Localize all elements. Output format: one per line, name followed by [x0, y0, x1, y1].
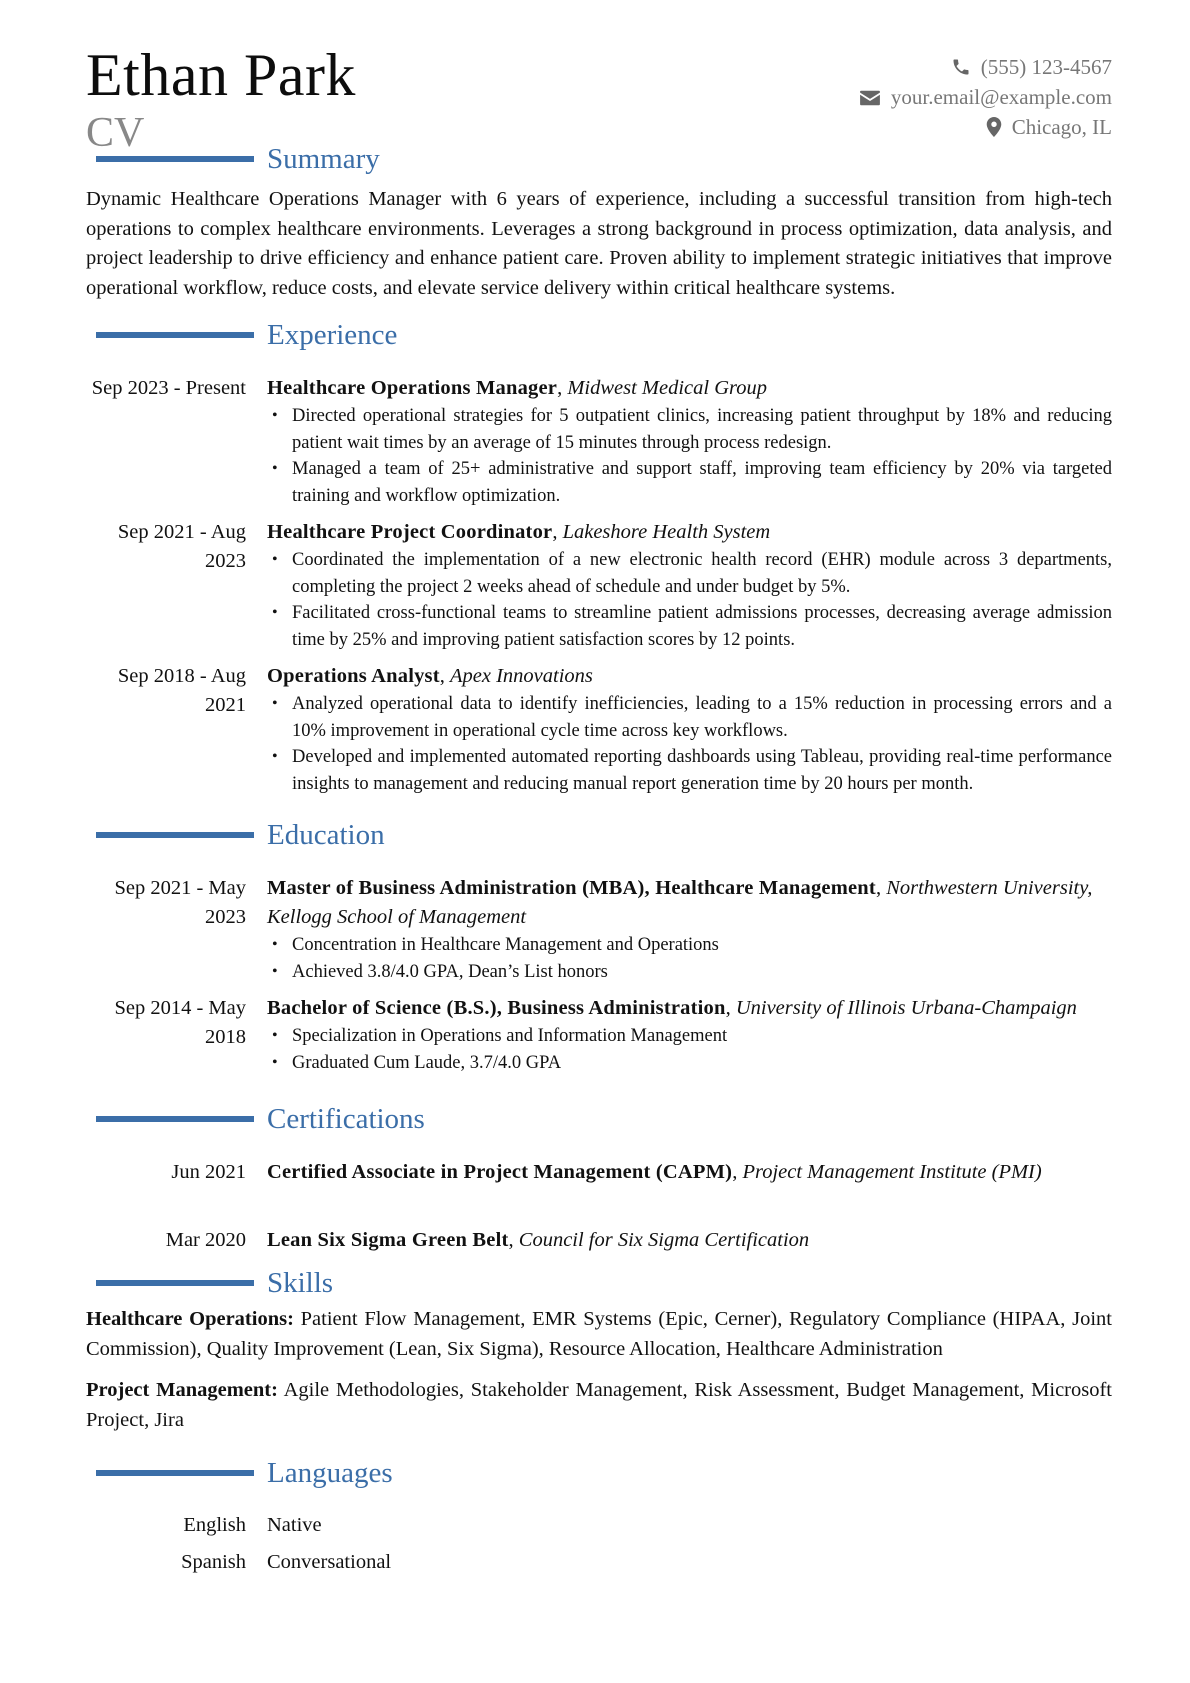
bullet-item: • Coordinated the implementation of a new electronic health record (EHR) module across 3 departments, completing the project 2 weeks ahead of schedule and under budget by 5%. — [267, 547, 1112, 600]
entry-body — [267, 518, 1112, 653]
section-experience-heading — [96, 316, 397, 354]
skill-list: Agile Methodologies, Stakeholder Management, Risk Assessment, Budget Management, Microsoft Project, Jira — [86, 1379, 1112, 1431]
entry-heading: Lean Six Sigma Green Belt, Council for Six Sigma Certification — [267, 1229, 810, 1251]
degree-title: Bachelor of Science (B.S.), Business Administration — [267, 997, 726, 1019]
candidate-name: Ethan Park — [86, 42, 356, 108]
entry-date: Sep 2014 - May 2018 — [114, 997, 246, 1048]
section-rule — [96, 1280, 254, 1286]
skill-category: Healthcare Operations: — [86, 1308, 294, 1330]
language-level: Conversational — [267, 1551, 392, 1573]
entry-body — [267, 374, 1112, 509]
entry-body — [267, 662, 1112, 797]
section-education-heading — [96, 816, 385, 854]
skills-block — [86, 1305, 1112, 1447]
certification-issuer: Project Management Institute (PMI) — [742, 1161, 1042, 1183]
skill-list: Patient Flow Management, EMR Systems (Epic, Cerner), Regulatory Compliance (HIPAA, Joint Commission), Quality Improvement (Lean, Six Sigma), Resource Allocation, Healthcare Administration — [86, 1308, 1113, 1360]
phone-icon — [951, 57, 971, 77]
certification-name: Lean Six Sigma Green Belt — [267, 1229, 509, 1251]
job-title: Healthcare Project Coordinator — [267, 521, 553, 543]
entry-body — [267, 1158, 1112, 1187]
entry-heading: Operations Analyst, Apex Innovations — [267, 665, 593, 687]
entry-date: Sep 2018 - Aug 2021 — [117, 665, 246, 716]
entry-date: Mar 2020 — [165, 1229, 246, 1251]
certification-issuer: Council for Six Sigma Certification — [518, 1229, 810, 1251]
school-name: Northwestern University, Kellogg School of Management — [267, 877, 1093, 928]
section-languages-heading — [96, 1454, 393, 1492]
job-title: Healthcare Operations Manager — [267, 377, 558, 399]
contact-block — [859, 52, 1112, 142]
bullet-list — [267, 547, 1112, 653]
section-label: Experience — [267, 319, 398, 351]
section-rule — [96, 1116, 254, 1122]
skill-category: Project Management: — [86, 1379, 278, 1401]
section-label: Languages — [267, 1457, 393, 1489]
section-rule — [96, 332, 254, 338]
skill-row — [86, 1376, 1112, 1435]
employer: Lakeshore Health System — [562, 521, 771, 543]
section-label: Skills — [267, 1267, 334, 1299]
bullet-item: • Graduated Cum Laude, 3.7/4.0 GPA — [267, 1050, 1112, 1077]
bullet-list — [267, 1023, 1112, 1076]
section-label: Summary — [267, 143, 380, 175]
bullet-list — [267, 691, 1112, 797]
document-subtitle: CV — [86, 110, 145, 156]
entry-heading: Healthcare Project Coordinator, Lakeshore Health System — [267, 521, 771, 543]
section-rule — [96, 832, 254, 838]
entry-date: Sep 2021 - Aug 2023 — [117, 521, 246, 572]
bullet-item: • Analyzed operational data to identify inefficiencies, leading to a 15% reduction in processing errors and a 10% improvement in operational cycle time across key workflows. — [267, 691, 1112, 744]
job-title: Operations Analyst — [267, 665, 440, 687]
entry-body — [267, 874, 1112, 985]
language-level: Native — [267, 1514, 322, 1536]
location-text: Chicago, IL — [1011, 115, 1112, 139]
bullet-list — [267, 403, 1112, 509]
section-rule — [96, 1470, 254, 1476]
bullet-list — [267, 932, 1112, 985]
entry-date: Sep 2021 - May 2023 — [114, 877, 246, 928]
entry-heading: Bachelor of Science (B.S.), Business Administration, University of Illinois Urbana-Champaign — [267, 997, 1077, 1019]
employer: Apex Innovations — [450, 665, 593, 687]
entry-body — [267, 1226, 1112, 1255]
section-summary-heading — [96, 140, 380, 178]
entry-heading: Certified Associate in Project Management (CAPM), Project Management Institute (PMI) — [267, 1161, 1042, 1183]
email-text: your.email@example.com — [890, 85, 1112, 109]
section-label: Education — [267, 819, 385, 851]
envelope-icon — [859, 89, 881, 107]
section-certifications-heading — [96, 1100, 425, 1138]
section-label: Certifications — [267, 1103, 425, 1135]
entry-body — [267, 994, 1112, 1076]
language-name: English — [183, 1514, 246, 1536]
entry-date: Sep 2023 - Present — [91, 377, 246, 399]
bullet-item: • Developed and implemented automated reporting dashboards using Tableau, providing real-time performance insights to management and reducing manual report generation time by 20 hours per month. — [267, 744, 1112, 797]
bullet-item: • Concentration in Healthcare Management and Operations — [267, 932, 1112, 959]
section-skills-heading — [96, 1264, 333, 1302]
bullet-item: • Achieved 3.8/4.0 GPA, Dean’s List honors — [267, 959, 1112, 986]
section-rule — [96, 156, 254, 162]
summary-text: Dynamic Healthcare Operations Manager with 6 years of experience, including a successful transition from high-tech operations to complex healthcare environments. Leverages a strong background in process optimization, data analysis, and project leadership to drive efficiency and enhance patient care. Proven ability to implement strategic initiatives that improve operational workflow, reduce costs, and elevate service delivery within critical healthcare systems. — [86, 188, 1112, 299]
contact-email[interactable] — [859, 82, 1112, 112]
contact-location — [859, 112, 1112, 142]
phone-text: (555) 123-4567 — [980, 55, 1112, 79]
bullet-item: • Facilitated cross-functional teams to streamline patient admissions processes, decreasing average admission time by 25% and improving patient satisfaction scores by 12 points. — [267, 600, 1112, 653]
entry-heading: Master of Business Administration (MBA), Healthcare Management, Northwestern University, Kellogg School of Management — [267, 877, 1093, 928]
bullet-item: • Managed a team of 25+ administrative and support staff, improving team efficiency by 20% via targeted training and workflow optimization. — [267, 456, 1112, 509]
certification-name: Certified Associate in Project Management (CAPM) — [267, 1161, 733, 1183]
bullet-item: • Directed operational strategies for 5 outpatient clinics, increasing patient throughput by 18% and reducing patient wait times by an average of 15 minutes through process redesign. — [267, 403, 1112, 456]
entry-heading: Healthcare Operations Manager, Midwest Medical Group — [267, 377, 767, 399]
bullet-item: • Specialization in Operations and Information Management — [267, 1023, 1112, 1050]
contact-phone — [859, 52, 1112, 82]
degree-title: Master of Business Administration (MBA), Healthcare Management — [267, 877, 876, 899]
school-name: University of Illinois Urbana-Champaign — [735, 997, 1077, 1019]
map-pin-icon — [986, 117, 1002, 137]
employer: Midwest Medical Group — [567, 377, 767, 399]
skill-row — [86, 1305, 1112, 1364]
language-name: Spanish — [181, 1551, 246, 1573]
entry-date: Jun 2021 — [171, 1161, 246, 1183]
